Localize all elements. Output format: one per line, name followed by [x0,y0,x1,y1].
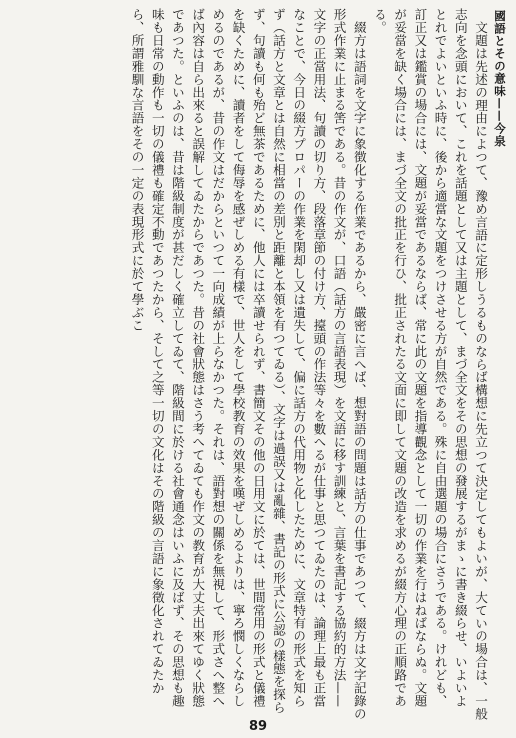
page-number: 89 [248,719,268,734]
paragraph: 文題は先述の理由によつて、豫め言語に定形しうるものならば構想に先立つて決定してもよいが、大ていの場合は、一般志向を念頭において、これを話題として又は主題として、まづ全文をその思想の發展するがまゝに書き綴らせ、いよいよとれでよいといふ時に、後から適當な文題をつけさせる方が自然である。殊に自由選題の場合にさうである。けれども、訂正又は鑑賞の場合には、文題が妥當であるならば、常に此の文題を指導觀念として一切の作業を行はねばならぬ。文題が妥當を缺く場合には、まづ全文の批正を行ひ、批正されたる文面に即して文題の改造を求めるが綴方心理の正順路である。 [371,8,488,720]
paragraph: 綴方は語詞を文字に象徴化する作業であるから、嚴密に言へば、想對語の問題は話方の仕事であつて、綴方は文字記錄の形式作業に止まる筈である。昔の作文が、口語（話方の言語表現）を文語に移す訓練と、言葉を書記する協約的方法——文字の正當用法、句讀の切り方、段落章節の付け方、擡頭の作法等々を數へるが仕事と思つてゐたのは、論理上最も正當なことで、今日の綴方プロパーの作業を閑却し又は遺失して、偏に話方の代用物と化したために、文章特有の形式を知らず（話方と文章とは自然に相當の差別と距離と本領を有つてゐる）、文字は過誤又は亂雜、書記の形式に公認の樣態を探らず、句讀も何も殆ど無茶であるために、他人には卒讀せられず、書簡文その他の日用文に於ては、世間常用の形式と儀禮を缺くために、讀者をして侮辱を感ぜしめる有樣で、世人をして學校教育の效果を嘆ぜしめるよりは、寧ろ憫しくならしめるのであるが、昔の作文はだからといつて一向成績が上らなかつた。それは、語對想の關係を無視して、形式さへ整へば內容は自ら出來ると誤解してゐたからであつた。昔の社會狀態はさう考へてゐても作文の教育が大丈夫出來てゆく狀態であつた。といふのは、昔は階級制度が甚だしく確立してゐて、階級間に於ける社會通念はいふに及ばず、その思想も趣味も日常の動作も一切の儀禮も確定不動であつたから、そして之等一切の文化はその階級の言語に象徵化されてゐたから、所謂雅馴な言語をその一定の表現形式に於て學ぶこ [129,8,367,720]
body-text [10,8,490,720]
running-header: 國語とその意味——今泉 [493,10,507,148]
